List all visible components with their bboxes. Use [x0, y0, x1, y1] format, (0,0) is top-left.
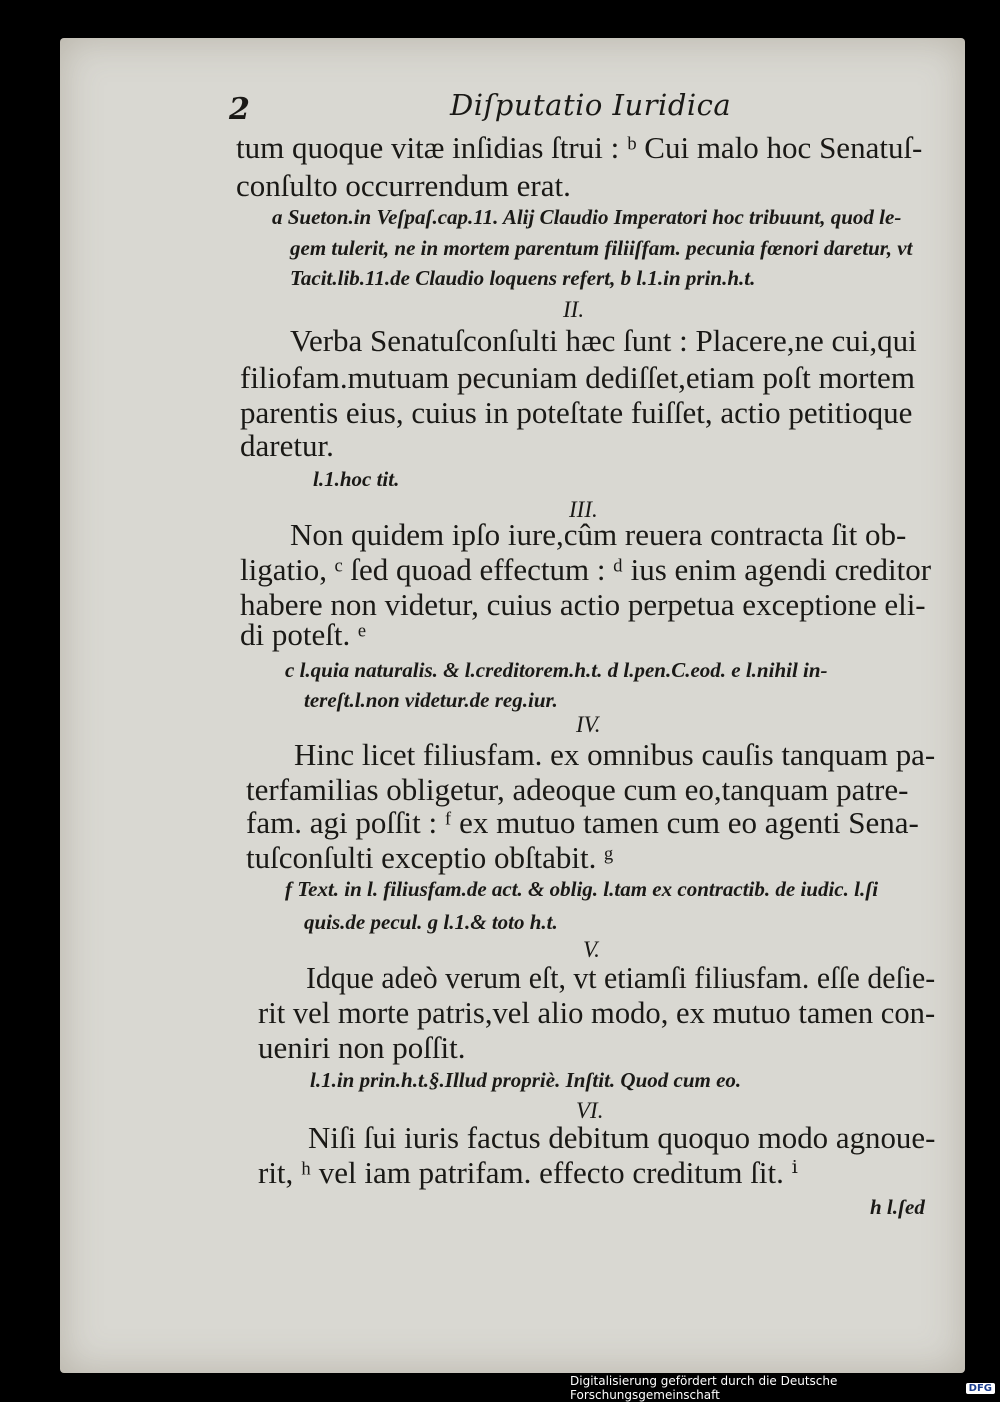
text-line: filiofam.mutuam pecuniam dediſſet,etiam poſt mortem [240, 360, 915, 395]
text-line: conſulto occurrendum erat. [236, 168, 571, 203]
text-line: Hinc licet filiusfam. ex omnibus cauſis tanquam pa- [294, 737, 936, 772]
section-number: V. [583, 937, 600, 962]
section-number: VI. [576, 1098, 604, 1123]
text-line: habere non videtur, cuius actio perpetua exceptione eli- [240, 587, 926, 622]
text-line: parentis eius, cuius in poteſtate fuiſſet, actio petitioque [240, 395, 913, 430]
footnote-line: a Sueton.in Veſpaſ.cap.11. Alij Claudio Imperatori hoc tribuunt, quod le- [272, 205, 902, 229]
footnote-line: f Text. in l. filiusfam.de act. & oblig. l.tam ex contractib. de iudic. l.ſi [285, 877, 879, 901]
text-line: terfamilias obligetur, adeoque cum eo,tanquam patre- [246, 772, 909, 807]
catchword: h l.ſed [870, 1195, 925, 1219]
text-line: daretur. [240, 428, 334, 463]
page-number: 2 [229, 92, 250, 127]
text-line: Niſi ſui iuris factus debitum quoquo modo agnoue- [308, 1120, 936, 1155]
footnote-line: tereſt.l.non videtur.de reg.iur. [304, 688, 558, 712]
text-line: rit, ʰ vel iam patrifam. effecto creditum ſit. ⁱ [258, 1155, 798, 1190]
footnote-line: gem tulerit, ne in mortem parentum filiiſfam. pecunia fœnori daretur, vt [290, 236, 913, 260]
text-line: Verba Senatuſconſulti hæc ſunt : Placere,ne cui,qui [290, 323, 917, 358]
text-line: Non quidem ipſo iure,cûm reuera contracta ſit ob- [290, 517, 907, 552]
text-line: Idque adeò verum eſt, vt etiamſi filiusfam. eſſe deſie- [306, 960, 936, 995]
footnote-line: l.1.hoc tit. [313, 467, 400, 491]
footnote-line: c l.quia naturalis. & l.creditorem.h.t. d l.pen.C.eod. e l.nihil in- [285, 658, 828, 682]
footnote-line: l.1.in prin.h.t.§.Illud propriè. Inſtit. Quod cum eo. [310, 1068, 742, 1092]
text-line: fam. agi poſſit : ᶠ ex mutuo tamen cum eo agenti Sena- [246, 805, 919, 840]
section-number: IV. [576, 712, 601, 737]
text-line: di poteſt. ᵉ [240, 617, 366, 652]
text-line: rit vel morte patris,vel alio modo, ex mutuo tamen con- [258, 995, 936, 1030]
section-number: III. [569, 497, 598, 522]
footer-text: Digitalisierung gefördert durch die Deutsche Forschungsgemeinschaft [570, 1374, 838, 1402]
dfg-logo: DFG [966, 1383, 995, 1394]
running-head: Diſputatio Iuridica [450, 88, 732, 122]
footnote-line: Tacit.lib.11.de Claudio loquens refert, b l.1.in prin.h.t. [290, 266, 756, 290]
text-line: ligatio, ᶜ ſed quoad effectum : ᵈ ius enim agendi creditor [240, 552, 932, 587]
section-number: II. [563, 297, 585, 322]
footnote-line: quis.de pecul. g l.1.& toto h.t. [304, 910, 558, 934]
text-line: tuſconſulti exceptio obſtabit. ᵍ [246, 840, 614, 875]
text-line: tum quoque vitæ inſidias ſtrui : ᵇ Cui malo hoc Senatuſ- [236, 130, 923, 165]
text-line: ueniri non poſſit. [258, 1030, 466, 1065]
footer-credit [570, 1374, 995, 1402]
